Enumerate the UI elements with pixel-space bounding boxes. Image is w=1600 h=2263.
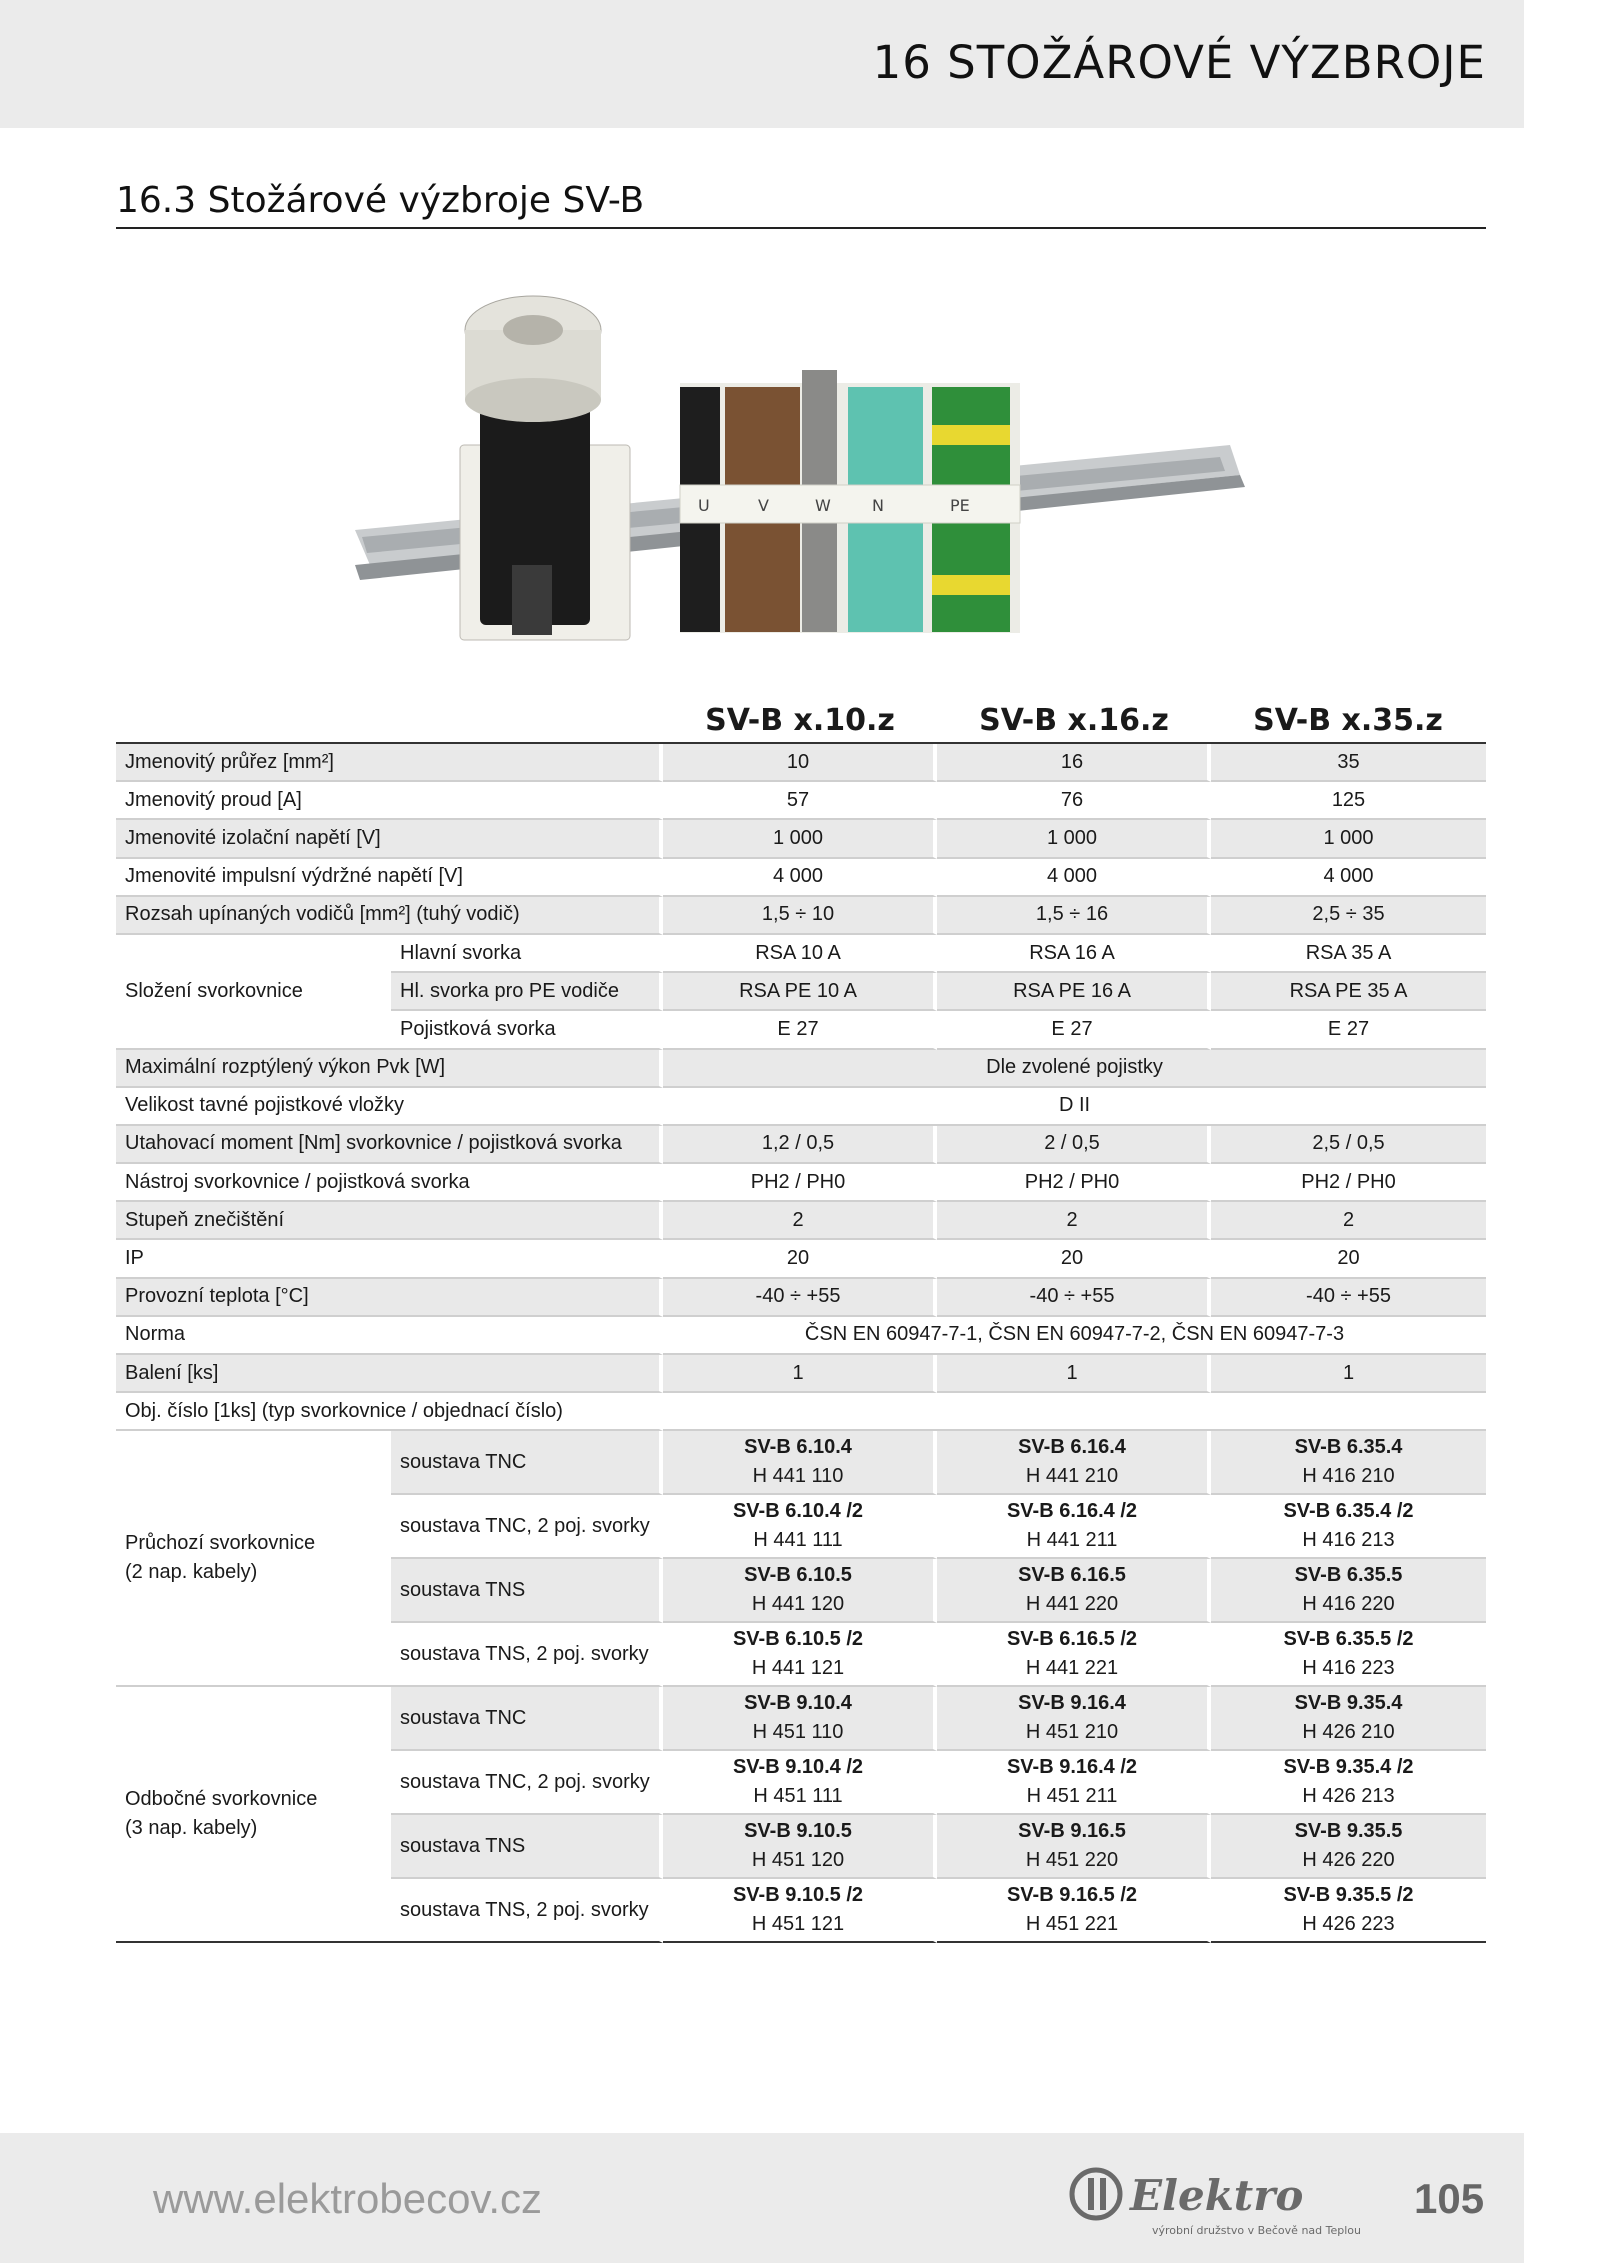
cell-value: 1 000	[663, 820, 937, 858]
row-label: soustava TNC, 2 poj. svorky	[391, 1751, 663, 1815]
table-row	[116, 1279, 1486, 1317]
cell-value: 35	[1211, 744, 1486, 782]
group-label-line: (3 nap. kabely)	[125, 1817, 258, 1840]
order-cell: SV-B 6.35.5 H 416 220	[1211, 1559, 1486, 1623]
cell-value: 10	[663, 744, 937, 782]
column-header: SV-B x.35.z	[1253, 703, 1443, 738]
order-cell: SV-B 9.10.5 H 451 120	[663, 1815, 937, 1879]
row-label: Velikost tavné pojistkové vložky	[116, 1088, 663, 1126]
cell-value: PH2 / PH0	[663, 1164, 937, 1202]
cell-value: E 27	[663, 1011, 937, 1049]
cell-value: 16	[937, 744, 1211, 782]
order-cell: SV-B 9.35.5 /2 H 426 223	[1211, 1879, 1486, 1943]
order-cell: SV-B 9.16.4 H 451 210	[937, 1687, 1211, 1751]
table-row	[116, 1393, 1486, 1431]
cell-value: 2,5 / 0,5	[1211, 1126, 1486, 1164]
order-cell: SV-B 9.10.5 /2 H 451 121	[663, 1879, 937, 1943]
row-label: Maximální rozptýlený výkon Pvk [W]	[116, 1050, 663, 1088]
terminal-blocks	[680, 370, 1020, 633]
brand-name: Elektro	[1130, 2171, 1304, 2220]
cell-value: RSA PE 10 A	[663, 973, 937, 1011]
group-label-line: (2 nap. kabely)	[125, 1561, 258, 1584]
cell-value: 4 000	[937, 859, 1211, 897]
order-row	[116, 1687, 1486, 1751]
row-label: soustava TNC	[391, 1687, 663, 1751]
row-label: soustava TNS, 2 poj. svorky	[391, 1879, 663, 1943]
row-label: Jmenovitý proud [A]	[116, 782, 663, 820]
table-row	[116, 1126, 1486, 1164]
cell-value: 20	[1211, 1240, 1486, 1278]
elektro-logo	[1066, 2160, 1386, 2240]
order-cell: SV-B 6.10.4 /2 H 441 111	[663, 1495, 937, 1559]
row-label: IP	[116, 1240, 663, 1278]
chapter-title: 16 STOŽÁROVÉ VÝZBROJE	[872, 36, 1486, 89]
table-row	[116, 782, 1486, 820]
cell-value: 1,2 / 0,5	[663, 1126, 937, 1164]
order-cell: SV-B 6.10.5 /2 H 441 121	[663, 1623, 937, 1687]
row-label: soustava TNC, 2 poj. svorky	[391, 1495, 663, 1559]
row-label: soustava TNS, 2 poj. svorky	[391, 1623, 663, 1687]
order-cell: SV-B 6.10.5 H 441 120	[663, 1559, 937, 1623]
table-row	[116, 1240, 1486, 1278]
table-row	[116, 1202, 1486, 1240]
cell-value: PH2 / PH0	[937, 1164, 1211, 1202]
cell-value: 4 000	[663, 859, 937, 897]
cell-value: -40 ÷ +55	[663, 1279, 937, 1317]
row-label: Pojistková svorka	[391, 1011, 663, 1049]
row-label: Balení [ks]	[116, 1355, 663, 1393]
cell-value: 1,5 ÷ 10	[663, 897, 937, 935]
group-label-line: Průchozí svorkovnice	[125, 1532, 316, 1555]
cell-value: ČSN EN 60947-7-1, ČSN EN 60947-7-2, ČSN EN 60947-7-3	[663, 1317, 1486, 1355]
order-cell: SV-B 9.35.4 /2 H 426 213	[1211, 1751, 1486, 1815]
table-row	[116, 897, 1486, 935]
group-label	[116, 1687, 391, 1943]
product-photo	[340, 275, 1290, 670]
row-label: Norma	[116, 1317, 663, 1355]
cell-value: 2 / 0,5	[937, 1126, 1211, 1164]
row-label: Jmenovité izolační napětí [V]	[116, 820, 663, 858]
cell-value: 1	[937, 1355, 1211, 1393]
cell-value: -40 ÷ +55	[937, 1279, 1211, 1317]
table-row	[116, 1164, 1486, 1202]
row-label: Nástroj svorkovnice / pojistková svorka	[116, 1164, 663, 1202]
cell-value: 2	[1211, 1202, 1486, 1240]
group-label-line: Odbočné svorkovnice	[125, 1788, 318, 1811]
table-row	[116, 1317, 1486, 1355]
row-label: Obj. číslo [1ks] (typ svorkovnice / objednací číslo)	[116, 1393, 663, 1431]
cell-value: E 27	[1211, 1011, 1486, 1049]
table-row	[116, 1088, 1486, 1126]
cell-value: RSA PE 35 A	[1211, 973, 1486, 1011]
row-label: soustava TNC	[391, 1431, 663, 1495]
order-cell: SV-B 9.10.4 /2 H 451 111	[663, 1751, 937, 1815]
group-label: Složení svorkovnice	[116, 935, 391, 1050]
table-row	[116, 820, 1486, 858]
cell-value: -40 ÷ +55	[1211, 1279, 1486, 1317]
table-row	[116, 935, 1486, 973]
cell-value: D II	[663, 1088, 1486, 1126]
cell-value: PH2 / PH0	[1211, 1164, 1486, 1202]
row-label: Rozsah upínaných vodičů [mm²] (tuhý vodič)	[116, 897, 663, 935]
page-number: 105	[1414, 2175, 1485, 2222]
order-cell: SV-B 9.16.5 H 451 220	[937, 1815, 1211, 1879]
order-cell: SV-B 9.35.4 H 426 210	[1211, 1687, 1486, 1751]
order-cell: SV-B 6.16.5 /2 H 441 221	[937, 1623, 1211, 1687]
table-row	[116, 1050, 1486, 1088]
row-label: Jmenovitý průřez [mm²]	[116, 744, 663, 782]
order-cell: SV-B 6.16.4 H 441 210	[937, 1431, 1211, 1495]
cell-value: Dle zvolené pojistky	[663, 1050, 1486, 1088]
terminal-label-n: N	[872, 496, 884, 515]
order-row	[116, 1431, 1486, 1495]
order-cell: SV-B 6.16.4 /2 H 441 211	[937, 1495, 1211, 1559]
row-label: soustava TNS	[391, 1815, 663, 1879]
order-cell: SV-B 9.16.4 /2 H 451 211	[937, 1751, 1211, 1815]
brand-tagline: výrobní družstvo v Bečově nad Teplou	[1152, 2224, 1361, 2237]
table-row	[116, 744, 1486, 782]
terminal-label-pe: PE	[950, 496, 970, 515]
cell-value: 1,5 ÷ 16	[937, 897, 1211, 935]
row-label: Hl. svorka pro PE vodiče	[391, 973, 663, 1011]
cell-value: 1 000	[937, 820, 1211, 858]
cell-value: 2	[663, 1202, 937, 1240]
terminal-label-u: U	[698, 496, 710, 515]
order-cell: SV-B 6.35.4 H 416 210	[1211, 1431, 1486, 1495]
cell-value: E 27	[937, 1011, 1211, 1049]
order-cell: SV-B 6.35.5 /2 H 416 223	[1211, 1623, 1486, 1687]
cell-value: 4 000	[1211, 859, 1486, 897]
spec-table	[116, 742, 1486, 1943]
cell-value: RSA PE 16 A	[937, 973, 1211, 1011]
row-label: soustava TNS	[391, 1559, 663, 1623]
cell-value: 1 000	[1211, 820, 1486, 858]
cell-value: 20	[937, 1240, 1211, 1278]
row-label: Provozní teplota [°C]	[116, 1279, 663, 1317]
cell-value: 57	[663, 782, 937, 820]
cell-value: RSA 10 A	[663, 935, 937, 973]
order-cell: SV-B 6.16.5 H 441 220	[937, 1559, 1211, 1623]
cell-value: RSA 16 A	[937, 935, 1211, 973]
cell-value: 76	[937, 782, 1211, 820]
group-label	[116, 1431, 391, 1687]
order-cell: SV-B 9.35.5 H 426 220	[1211, 1815, 1486, 1879]
order-cell: SV-B 6.35.4 /2 H 416 213	[1211, 1495, 1486, 1559]
row-label: Utahovací moment [Nm] svorkovnice / pojistková svorka	[116, 1126, 663, 1164]
row-label: Stupeň znečištění	[116, 1202, 663, 1240]
column-headers	[663, 700, 1486, 742]
footer-url: www.elektrobecov.cz	[153, 2175, 543, 2222]
table-row	[116, 859, 1486, 897]
fuse-holder	[460, 296, 630, 640]
cell-value: 125	[1211, 782, 1486, 820]
table-row	[116, 1355, 1486, 1393]
cell-value: 1	[663, 1355, 937, 1393]
cell-value: RSA 35 A	[1211, 935, 1486, 973]
section-title: 16.3 Stožárové výzbroje SV-B	[116, 180, 1486, 229]
order-cell: SV-B 9.10.4 H 451 110	[663, 1687, 937, 1751]
cell-value: 2	[937, 1202, 1211, 1240]
row-label: Jmenovité impulsní výdržné napětí [V]	[116, 859, 663, 897]
column-header: SV-B x.16.z	[979, 703, 1169, 738]
order-cell: SV-B 6.10.4 H 441 110	[663, 1431, 937, 1495]
terminal-label-v: V	[758, 496, 769, 515]
terminal-label-w: W	[815, 496, 831, 515]
column-header: SV-B x.10.z	[705, 703, 895, 738]
cell-value: 2,5 ÷ 35	[1211, 897, 1486, 935]
cell-value: 1	[1211, 1355, 1486, 1393]
order-cell: SV-B 9.16.5 /2 H 451 221	[937, 1879, 1211, 1943]
cell-value: 20	[663, 1240, 937, 1278]
row-label: Hlavní svorka	[391, 935, 663, 973]
